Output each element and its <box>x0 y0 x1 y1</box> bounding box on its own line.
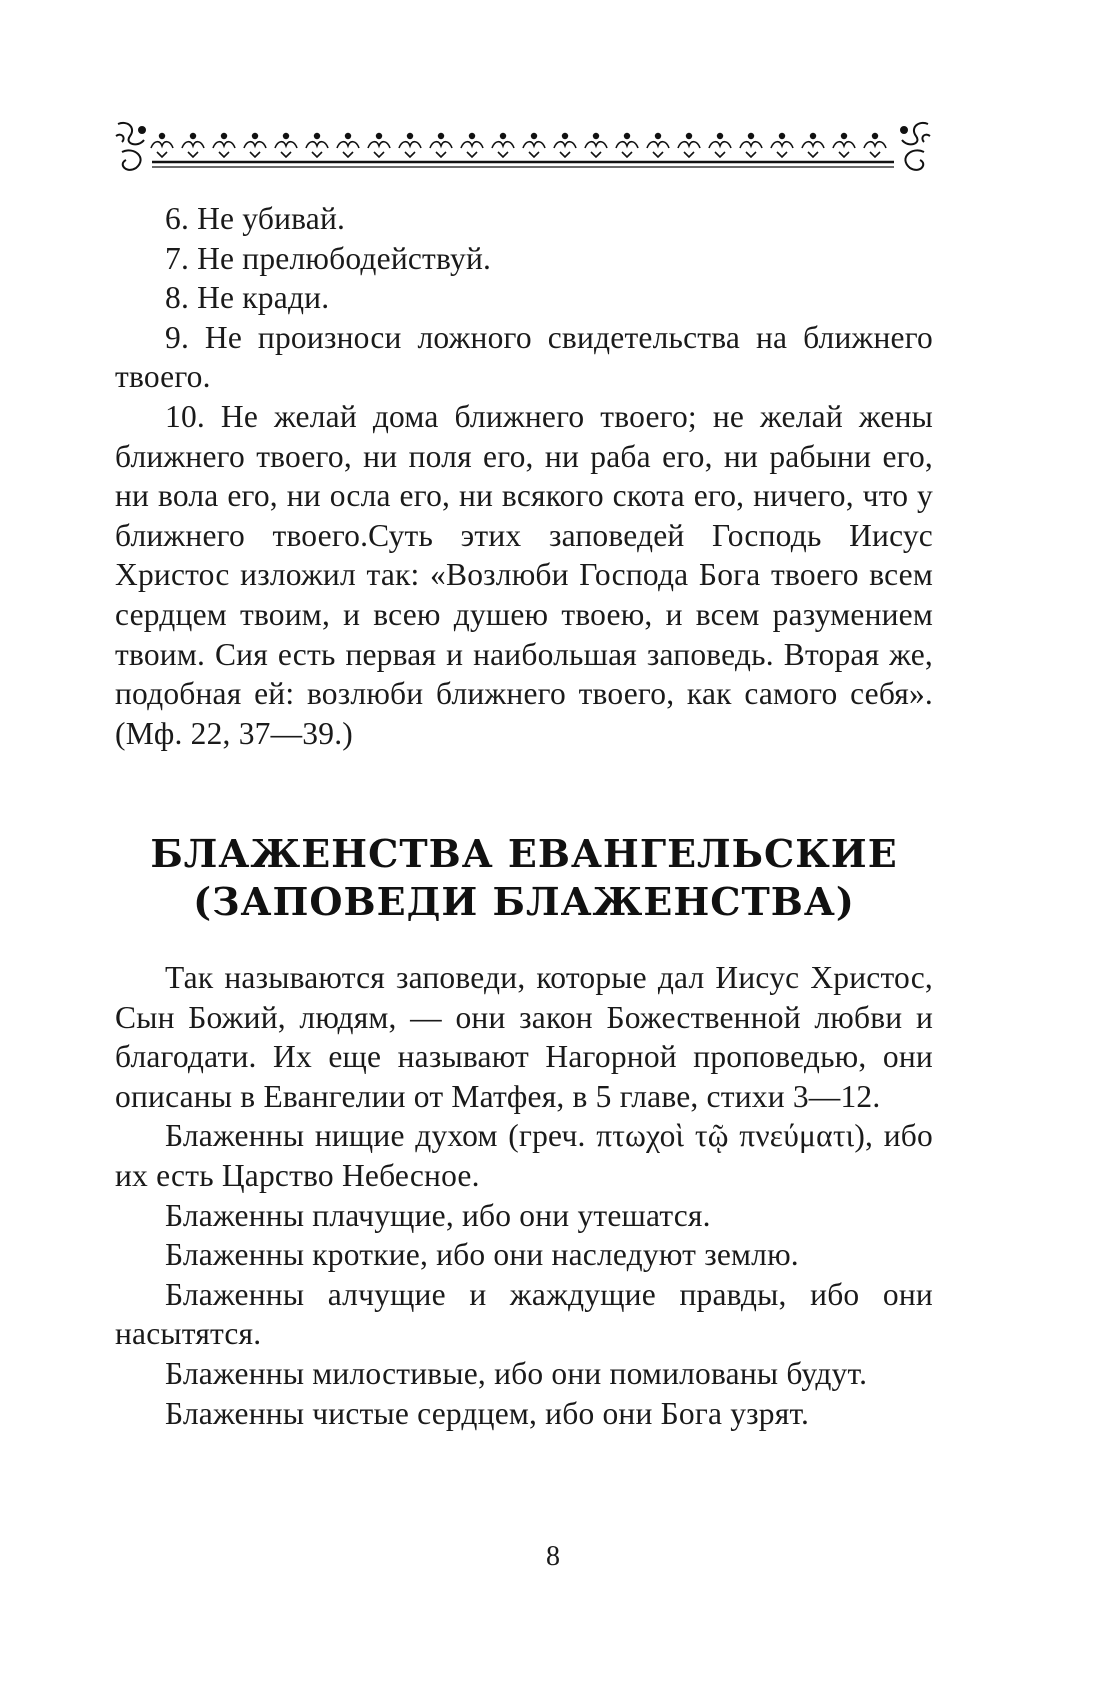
commandment-10: 10. Не желай дома ближнего твоего; не желай жены ближнего твоего, ни поля его, ни раба его, ни рабыни его, ни вола его, ни осла его, ни всякого скота его, ничего, что у ближнего твоего.Суть этих заповедей Господь Иисус Христос изложил так: «Возлюби Господа Бога твоего всем сердцем твоим, и всею душею твоею, и всем разумением твоим. Сия есть первая и наибольшая заповедь. Вторая же, подобная ей: возлюби ближнего твоего, как самого себя». (Мф. 22, 37—39.) <box>115 398 933 751</box>
beatitudes-section <box>115 958 933 1433</box>
ornament-motif-curl <box>616 142 638 157</box>
ornament-motif-dot <box>221 133 227 139</box>
commandment-8: 8. Не кради. <box>165 280 330 316</box>
ornament-motif-dot <box>748 133 754 139</box>
ornament-motif-dot <box>314 133 320 139</box>
ornament-motif-dot <box>376 133 382 139</box>
beatitudes-intro: Так называются заповеди, которые дал Иисус Христос, Сын Божий, людям, — они закон Божественной любви и благодати. Их еще называют Нагорной проповедью, они описаны в Евангелии от Матфея, в 5 главе, стихи 3—12. <box>115 960 933 1114</box>
ornament-motif-dot <box>283 133 289 139</box>
ornament-motif-dot <box>562 133 568 139</box>
beatitude-pure-heart: Блаженны чистые сердцем, ибо они Бога узрят. <box>165 1395 810 1431</box>
ornament-motif-dot <box>469 133 475 139</box>
ornament-motif-curl <box>213 142 235 157</box>
ornament-motif-dot <box>531 133 537 139</box>
ornament-motif-curl <box>399 142 421 157</box>
ornament-motif-dot <box>500 133 506 139</box>
ornament-motif-curl <box>833 142 855 157</box>
ornament-motif-dot <box>438 133 444 139</box>
beatitude-meek: Блаженны кроткие, ибо они наследуют землю. <box>165 1237 799 1273</box>
ornament-motif-curl <box>709 142 731 157</box>
ornament-motif-dot <box>841 133 847 139</box>
ornament-motif-curl <box>523 142 545 157</box>
ornament-motif-dot <box>655 133 661 139</box>
ornament-motif-dot <box>872 133 878 139</box>
ornament-motif-dot <box>624 133 630 139</box>
ornament-motif-curl <box>554 142 576 157</box>
commandments-section <box>115 199 933 753</box>
ornament-motif-curl <box>461 142 483 157</box>
ornament-motif-dot <box>252 133 258 139</box>
ornament-motif-dot <box>190 133 196 139</box>
heading-line-2: (ЗАПОВЕДИ БЛАЖЕНСТВА) <box>193 879 855 924</box>
commandment-9: 9. Не произноси ложного свидетельства на ближнего твоего. <box>115 319 933 395</box>
ornament-motif-dot <box>779 133 785 139</box>
ornament-motif-dot <box>345 133 351 139</box>
ornament-motif-curl <box>647 142 669 157</box>
commandment-6: 6. Не убивай. <box>165 201 346 236</box>
ornament-motif-curl <box>585 142 607 157</box>
ornament-motif-curl <box>306 142 328 157</box>
commandment-7: 7. Не прелюбодействуй. <box>165 240 492 276</box>
ornament-motif-dot <box>407 133 413 139</box>
section-heading <box>115 830 933 926</box>
ornament-motif-curl <box>678 142 700 157</box>
ornament-motif-dot <box>810 133 816 139</box>
ornament-motif-curl <box>492 142 514 157</box>
ornament-motif-dot <box>686 133 692 139</box>
folk-ornament-border-icon <box>112 118 934 178</box>
beatitude-hunger: Блаженны алчущие и жаждущие правды, ибо они насытятся. <box>115 1276 933 1352</box>
heading-line-1: БЛАЖЕНСТВА ЕВАНГЕЛЬСКИЕ <box>150 831 898 876</box>
ornament-motif-dot <box>717 133 723 139</box>
ornament-motif-dot <box>593 133 599 139</box>
ornament-motif-curl <box>771 142 793 157</box>
ornament-motif-curl <box>151 142 173 157</box>
beatitude-mourn: Блаженны плачущие, ибо они утешатся. <box>165 1197 711 1233</box>
ornament-motif-curl <box>244 142 266 157</box>
ornament-motif-curl <box>802 142 824 157</box>
ornament-motif-curl <box>368 142 390 157</box>
ornament-motif-curl <box>740 142 762 157</box>
ornament-motif-curl <box>275 142 297 157</box>
ornament-motif-curl <box>182 142 204 157</box>
ornament-motif-curl <box>864 142 886 157</box>
ornament-motif-curl <box>430 142 452 157</box>
beatitude-merciful: Блаженны милостивые, ибо они помилованы будут. <box>165 1355 868 1391</box>
beatitude-poor-in-spirit: Блаженны нищие духом (греч. πτωχοὶ τῷ πνεύματι), ибо их есть Царство Небесное. <box>115 1118 933 1193</box>
ornament-motif-curl <box>337 142 359 157</box>
page-number: 8 <box>546 1541 560 1572</box>
ornament-motif-dot <box>159 133 165 139</box>
